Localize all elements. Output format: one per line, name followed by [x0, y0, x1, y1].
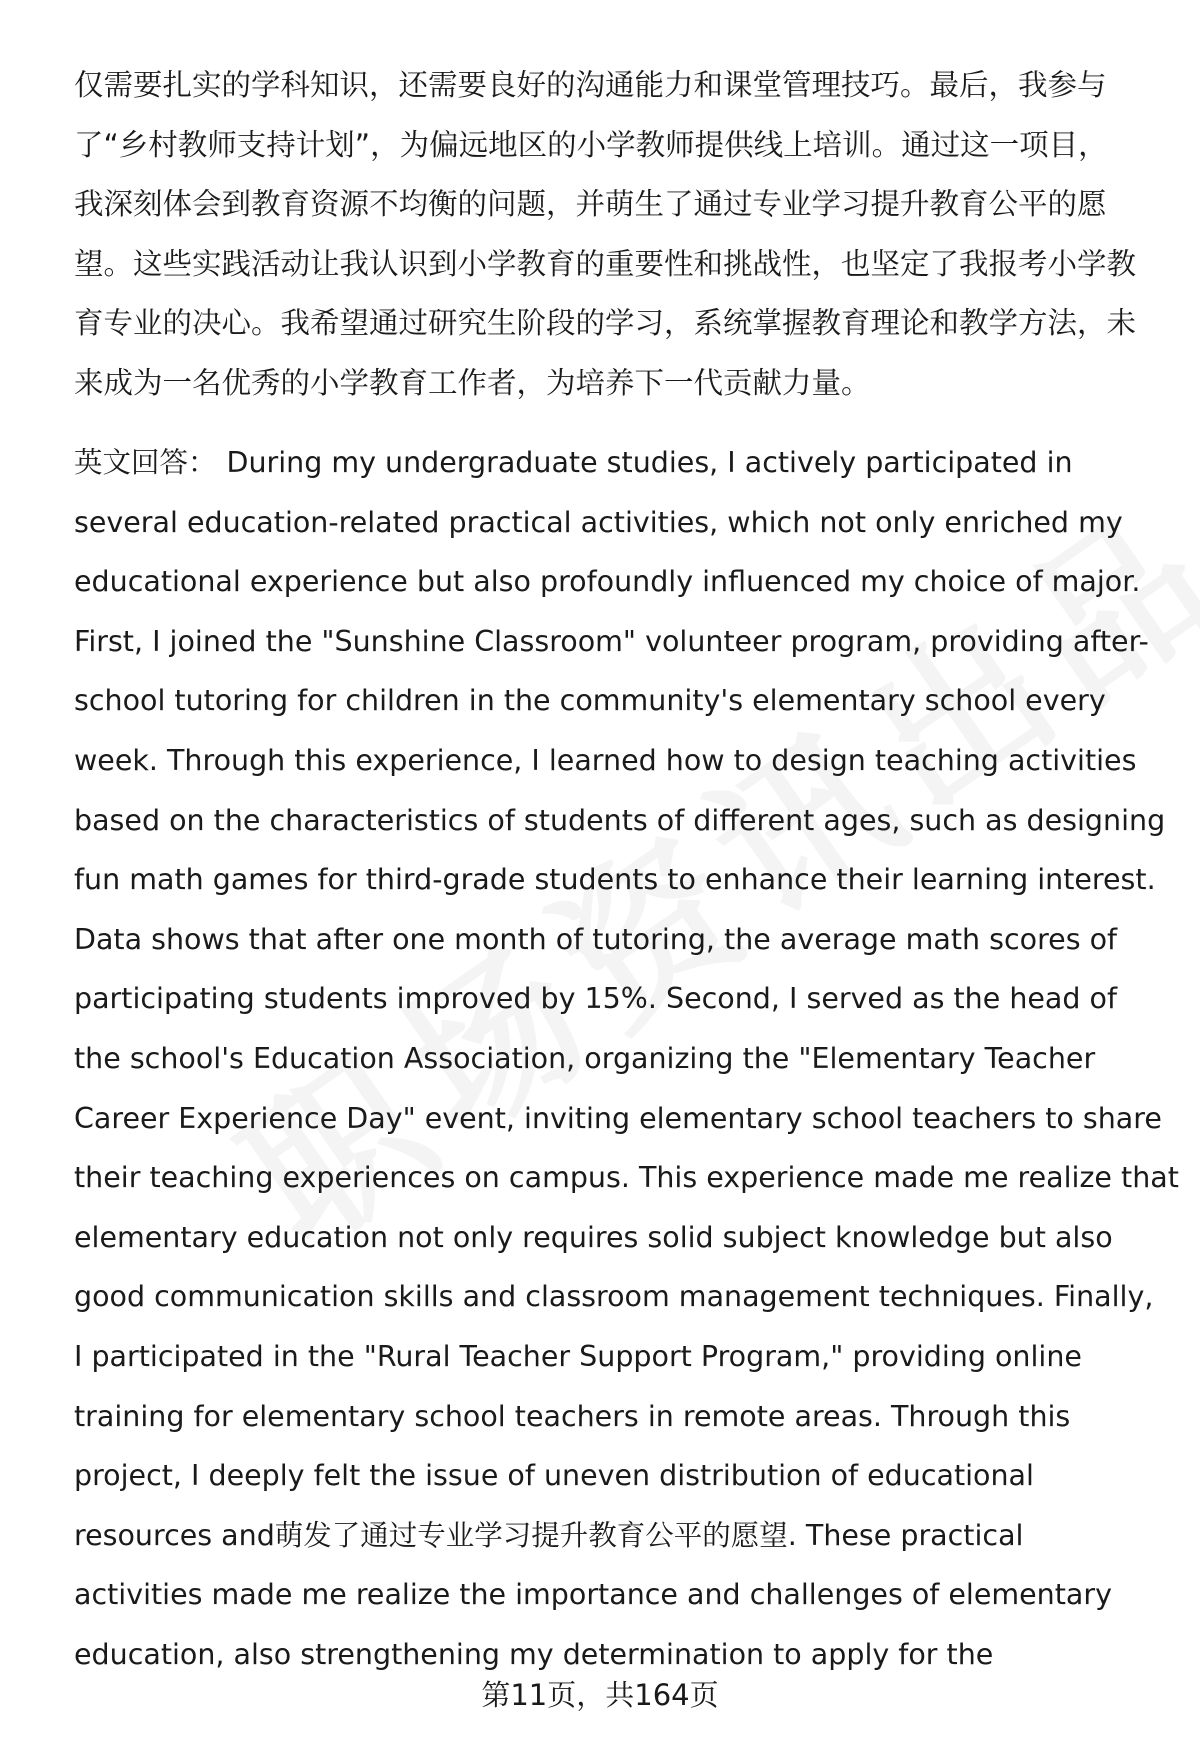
english-answer-line: week. Through this experience, I learned how to design teaching activities — [74, 743, 1137, 777]
english-answer-line: education, also strengthening my determination to apply for the — [74, 1637, 994, 1671]
english-answer-line: based on the characteristics of students of different ages, such as designing — [74, 803, 1166, 837]
chinese-answer-line: 育专业的决心。我希望通过研究生阶段的学习，系统掌握教育理论和教学方法，未 — [74, 306, 1137, 340]
english-answer-line: school tutoring for children in the community's elementary school every — [74, 684, 1106, 718]
english-answer-line: activities made me realize the importance and challenges of elementary — [74, 1578, 1112, 1612]
english-answer-line: First, I joined the "Sunshine Classroom" volunteer program, providing after- — [74, 624, 1149, 658]
english-answer-line: good communication skills and classroom management techniques. Finally, — [74, 1280, 1154, 1314]
chinese-answer-line: 仅需要扎实的学科知识，还需要良好的沟通能力和课堂管理技巧。最后，我参与 — [74, 68, 1107, 102]
chinese-answer-line: 望。这些实践活动让我认识到小学教育的重要性和挑战性，也坚定了我报考小学教 — [74, 246, 1137, 281]
english-answer-line: their teaching experiences on campus. This experience made me realize that — [74, 1161, 1179, 1195]
english-answer-line: the school's Education Association, organizing the "Elementary Teacher — [74, 1041, 1096, 1075]
english-answer-line: resources and萌发了通过专业学习提升教育公平的愿望. These practical — [74, 1518, 1024, 1552]
english-answer-line: educational experience but also profoundly influenced my choice of major. — [74, 565, 1141, 599]
english-answer-line: Career Experience Day" event, inviting elementary school teachers to share — [74, 1101, 1162, 1135]
english-answer-line: fun math games for third-grade students to enhance their learning interest. — [74, 863, 1156, 897]
english-answer-line: several education-related practical activities, which not only enriched my — [74, 505, 1123, 539]
page-number-footer: 第11页，共164页 — [481, 1678, 719, 1712]
english-answer-paragraph — [74, 433, 1179, 1684]
chinese-answer-paragraph — [74, 56, 1174, 413]
chinese-answer-line: 了“乡村教师支持计划”，为偏远地区的小学教师提供线上培训。通过这一项目， — [74, 127, 1108, 162]
english-answer-first-line — [74, 433, 1174, 493]
english-answer-line: Data shows that after one month of tutoring, the average math scores of — [74, 922, 1118, 956]
english-answer-first-line-text: During my undergraduate studies, I actively participated in — [226, 446, 1073, 479]
english-answer-line: training for elementary school teachers in remote areas. Through this — [74, 1399, 1071, 1433]
chinese-answer-line: 我深刻体会到教育资源不均衡的问题，并萌生了通过专业学习提升教育公平的愿 — [74, 187, 1107, 221]
english-answer-label: 英文回答： — [74, 446, 217, 479]
english-answer-line: participating students improved by 15%. Second, I served as the head of — [74, 982, 1118, 1016]
english-answer-line: I participated in the "Rural Teacher Support Program," providing online — [74, 1339, 1082, 1373]
english-answer-line: project, I deeply felt the issue of uneven distribution of educational — [74, 1459, 1034, 1493]
chinese-answer-line: 来成为一名优秀的小学教育工作者，为培养下一代贡献力量。 — [74, 365, 871, 400]
main-content — [74, 56, 1179, 1684]
english-answer-line: elementary education not only requires solid subject knowledge but also — [74, 1220, 1113, 1254]
